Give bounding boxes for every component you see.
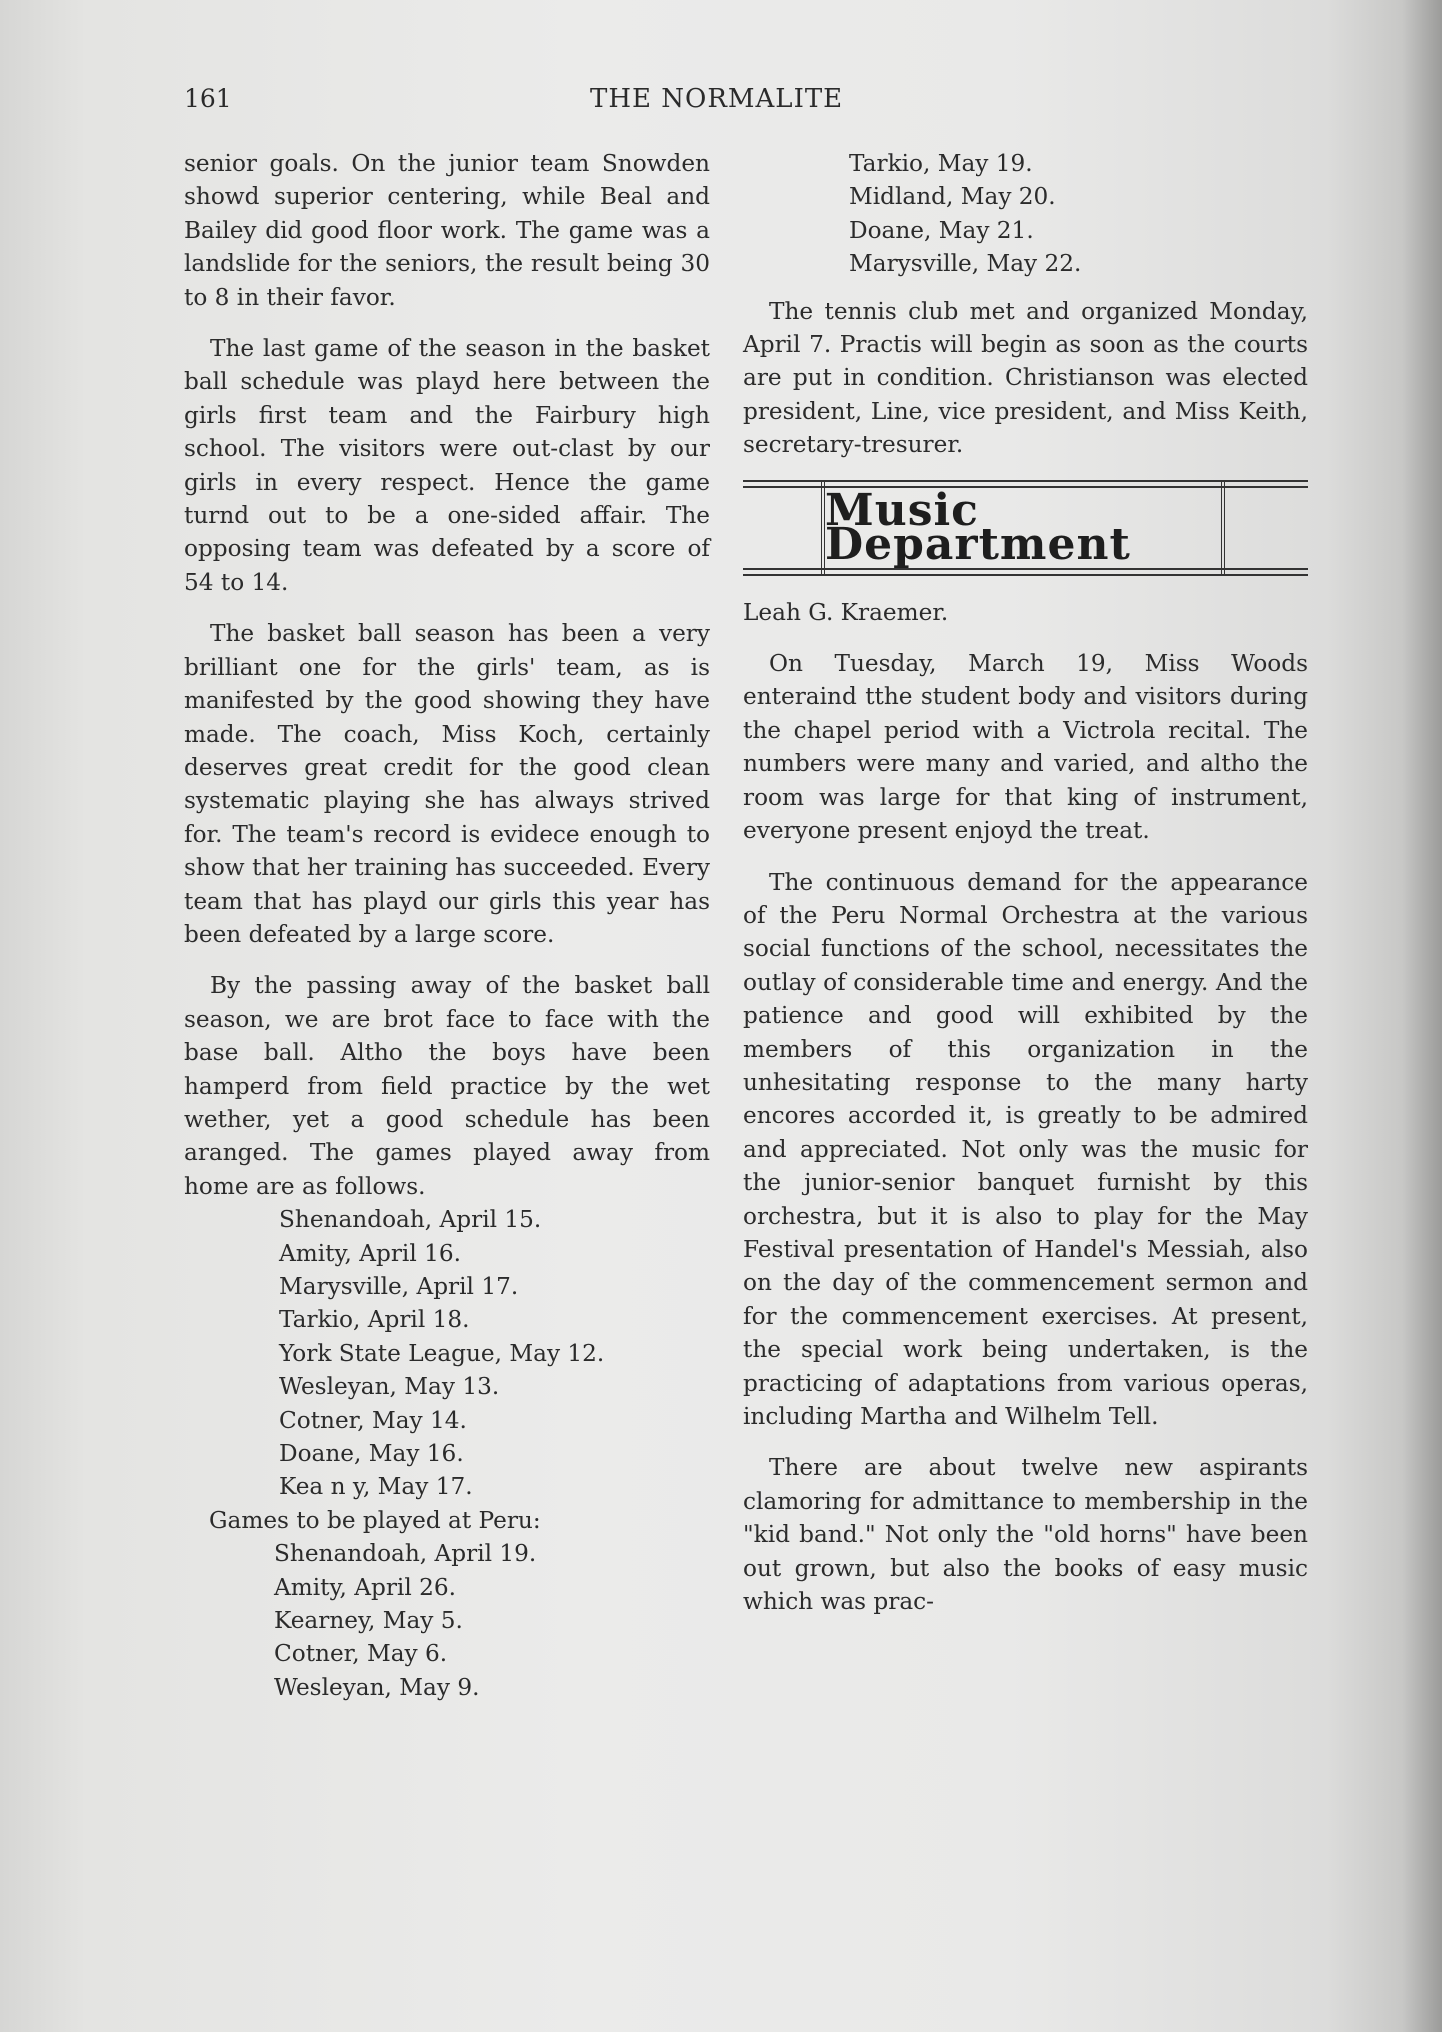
- paragraph-victrola-recital: On Tuesday, March 19, Miss Woods enteraind tthe student body and visitors during the chapel period with a Victrola recital. The numbers were many and varied, and altho the room was large for that king of instrument, everyone present enjoyd the treat.: [743, 650, 1308, 845]
- list-item: Shenandoah, April 19.: [274, 1540, 537, 1568]
- list-item: Doane, May 16.: [279, 1440, 464, 1468]
- list-item: Kea n y, May 17.: [279, 1473, 473, 1501]
- list-item: Cotner, May 6.: [274, 1640, 448, 1668]
- paragraph-last-game: The last game of the season in the basket ball schedule was playd here between the girls first team and the Fairbury high school. The visitors were out-clast by our girls in every respect. Hence the game turnd out to be a one-sided affair. The opposing team was defeated by a score of 54 to 14.: [184, 335, 710, 596]
- list-item: Marysville, May 22.: [849, 250, 1082, 278]
- list-item: Tarkio, May 19.: [849, 150, 1033, 177]
- left-column: [184, 147, 710, 1704]
- section-title: Music Department: [825, 485, 1131, 570]
- running-title: THE NORMALITE: [590, 84, 844, 114]
- byline: Leah G. Kraemer.: [743, 598, 949, 626]
- continued-games-list: [743, 147, 1308, 281]
- list-item: Cotner, May 14.: [279, 1406, 467, 1434]
- section-title-box: [821, 482, 1225, 574]
- list-item: Amity, April 16.: [279, 1239, 461, 1267]
- paragraph-base-ball: By the passing away of the basket ball season, we are brot face to face with the base ball. Altho the boys have been hamperd from field practice by the wet wether, yet a good schedule has been aranged. The games played away from home are as follows.: [184, 972, 710, 1200]
- paragraph-tennis-club: The tennis club met and organized Monday, April 7. Practis will begin as soon as the courts are put in condition. Christianson was elected president, Line, vice president, and Miss Keith, secretary-tresurer.: [743, 297, 1308, 459]
- list-item: Amity, April 26.: [274, 1573, 456, 1601]
- list-item: Shenandoah, April 15.: [279, 1206, 542, 1234]
- list-item: York State League, May 12.: [279, 1339, 605, 1367]
- bottom-rule: [743, 574, 1308, 576]
- list-item: Doane, May 21.: [849, 216, 1034, 244]
- right-column: [743, 147, 1308, 1636]
- list-item: Marysville, April 17.: [279, 1273, 519, 1300]
- home-games-list: [184, 1537, 710, 1704]
- paragraph-junior-team: senior goals. On the junior team Snowden showd superior centering, while Beal and Bailey did good floor work. The game was a landslide for the seniors, the result being 30 to 8 in their favor.: [184, 150, 710, 311]
- list-item: Wesleyan, May 13.: [279, 1373, 500, 1401]
- paragraph-kid-band: There are about twelve new aspirants clamoring for admittance to membership in the "kid band." Not only the "old horns" have been out grown, but also the books of easy music which was prac-: [743, 1454, 1308, 1616]
- away-games-list: [184, 1203, 710, 1504]
- page-number: 161: [184, 84, 232, 113]
- section-header: [743, 480, 1308, 580]
- page-edge-shadow: [1402, 0, 1442, 2032]
- list-item: Kearney, May 5.: [274, 1607, 463, 1635]
- paragraph-season-summary: The basket ball season has been a very brilliant one for the girls' team, as is manifested by the good showing they have made. The coach, Miss Koch, certainly deserves great credit for the good clean systematic playing she has always strived for. The team's record is evidece enough to show that her training has succeeded. Every team that has playd our girls this year has been defeated by a large score.: [184, 620, 710, 948]
- bottom-rule-inner: [743, 568, 1308, 570]
- list-item: Wesleyan, May 9.: [274, 1673, 480, 1701]
- list-item: Midland, May 20.: [849, 183, 1056, 211]
- home-games-heading: Games to be played at Peru:: [209, 1506, 541, 1534]
- list-item: Tarkio, April 18.: [279, 1306, 470, 1334]
- paragraph-orchestra: The continuous demand for the appearance of the Peru Normal Orchestra at the various social functions of the school, necessitates the outlay of considerable time and energy. And the patience and good will exhibited by the members of this organization in the unhesitating response to the many harty encores accorded it, is greatly to be admired and appreciated. Not only was the music for the junior-senior banquet furnisht by this orchestra, but it is also to play for the May Festival presentation of Handel's Messiah, also on the day of the commencement sermon and for the commencement exercises. At present, the special work being undertaken, is the practicing of adaptations from various operas, including Martha and Wilhelm Tell.: [743, 868, 1308, 1430]
